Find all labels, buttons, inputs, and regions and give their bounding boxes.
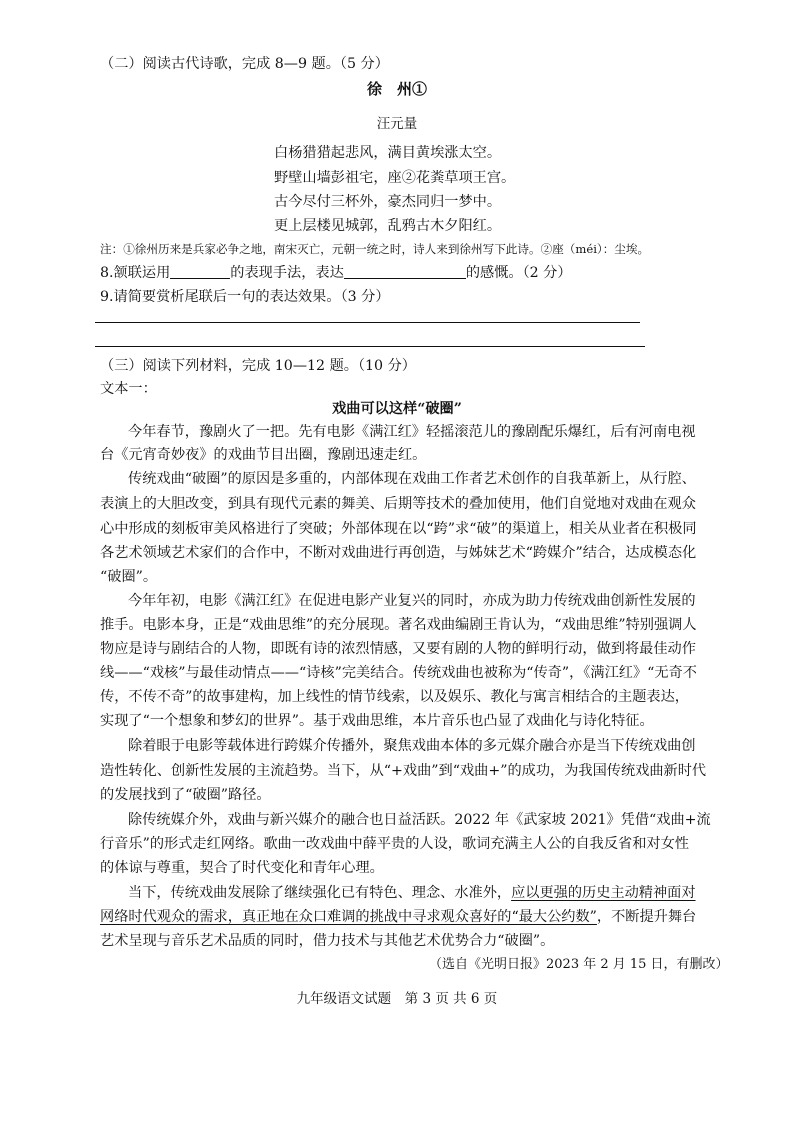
article-line: 表演上的大胆改变，到具有现代元素的舞美、后期等技术的叠加使用，他们自觉地对戏曲在观众 — [100, 496, 696, 512]
article-line: 的体谅与尊重，契合了时代变化和青年心理。 — [100, 860, 384, 876]
article-line: “破圈”。 — [100, 569, 158, 585]
article-line-underlined — [128, 884, 696, 902]
article-title: 戏曲可以这样“破圈” — [332, 401, 462, 417]
poem-author: 汪元量 — [376, 116, 418, 132]
poem-note: 注：①徐州历来是兵家必争之地，南宋灭亡，元朝一统之时，诗人来到徐州写下此诗。②座（méi）：尘埃。 — [100, 242, 650, 256]
article-line: 各艺术领域艺术家们的合作中，不断对戏曲进行再创造，与姊妹艺术“跨媒介”结合，达成模态化 — [100, 545, 697, 561]
question-8-part-a: 8.颔联运用 — [100, 265, 171, 281]
article-line: 物应是诗与剧结合的人物，即既有诗的浓烈情感，又要有剧的人物的鲜明行动，做到将最佳动作 — [100, 641, 696, 657]
article-line: 传，不传不奇”的故事建构，加上线性的情节线索，以及娱乐、教化与寓言相结合的主题表达， — [100, 689, 689, 705]
poem-line: 古今尽付三杯外，豪杰同归一梦中。 — [274, 194, 502, 210]
poem-title: 徐 州① — [366, 80, 427, 98]
article-source: （选自《光明日报》2023 年 2 月 15 日，有删改） — [429, 957, 729, 972]
underlined-phrase: 网络时代观众的需求，真正地在众口难调的挑战中寻求观众喜好的“最大公约数” — [100, 909, 597, 925]
question-9: 9.请简要赏析尾联后一句的表达效果。（3 分） — [100, 289, 390, 305]
poem-line: 更上层楼见城郭，乱鸦古木夕阳红。 — [274, 218, 502, 234]
article-line: 线——“戏核”与最佳动情点——“诗核”完美结合。传统戏曲也被称为“传奇”，《满江红》“无奇不 — [100, 665, 697, 681]
page-footer: 九年级语文试题 第 3 页 共 6 页 — [296, 991, 498, 1007]
article-line: 传统戏曲“破圈”的原因是多重的，内部体现在戏曲工作者艺术创作的自我革新上，从行腔、 — [128, 471, 696, 487]
question-8 — [100, 264, 572, 282]
question-8-part-c: 的感慨。（2 分） — [465, 265, 572, 281]
article-line: 今年春节，豫剧火了一把。先有电影《满江红》轻摇滚范儿的豫剧配乐爆红，后有河南电视 — [128, 424, 696, 440]
article-line: 的发展找到了“破圈”路径。 — [100, 787, 271, 803]
text-label: 文本一： — [100, 381, 157, 397]
line-part: 当下，传统戏曲发展除了继续强化已有特色、理念、水准外， — [128, 885, 512, 901]
article-line: 推手。电影本身，正是“戏曲思维”的充分展现。著名戏曲编剧王肯认为，“戏曲思维”特别强调人 — [100, 617, 697, 633]
line-part: ，不断提升舞台 — [596, 909, 697, 925]
article-line: 艺术呈现与音乐艺术品质的同时，借力技术与其他艺术优势合力“破圈”。 — [100, 933, 555, 949]
poem-line: 野壁山墙彭祖宅，座②花粪草项王宫。 — [274, 170, 516, 186]
answer-line-1[interactable] — [95, 322, 640, 323]
answer-line-2[interactable] — [95, 346, 645, 347]
answer-blank-2[interactable] — [344, 264, 466, 279]
section-2-header: （二）阅读古代诗歌，完成 8—9 题。（5 分） — [100, 56, 389, 72]
question-8-part-b: 的表现手法，表达 — [230, 265, 344, 281]
answer-blank-1[interactable] — [170, 264, 230, 279]
article-line: 台《元宵奇妙夜》的戏曲节目出圈，豫剧迅速走红。 — [100, 447, 427, 463]
poem-line: 白杨猎猎起悲风，满目黄埃涨太空。 — [274, 145, 502, 161]
underlined-phrase: 应以更强的历史主动精神面对 — [511, 885, 696, 901]
article-line-underlined — [100, 908, 696, 926]
article-line: 除传统媒介外，戏曲与新兴媒介的融合也日益活跃。2022 年《武家坡 2021》凭借“戏曲+流 — [128, 812, 711, 828]
article-line: 除着眼于电影等载体进行跨媒介传播外，聚焦戏曲本体的多元媒介融合亦是当下传统戏曲创 — [128, 738, 696, 754]
article-line: 实现了“一个想象和梦幻的世界”。基于戏曲思维，本片音乐也凸显了戏曲化与诗化特征。 — [100, 713, 654, 729]
article-line: 造性转化、创新性发展的主流趋势。当下，从“+戏曲”到“戏曲+”的成功，为我国传统戏曲新时代 — [100, 763, 707, 779]
article-line: 行音乐”的形式走红网络。歌曲一改戏曲中薛平贵的人设，歌词充满主人公的自我反省和对女性 — [100, 836, 689, 852]
article-line: 今年年初，电影《满江红》在促进电影产业复兴的同时，亦成为助力传统戏曲创新性发展的 — [128, 593, 696, 609]
article-line: 心中形成的刻板审美风格进行了突破；外部体现在以“跨”求“破”的渠道上，相关从业者在积极同 — [100, 521, 697, 537]
section-3-header: （三）阅读下列材料，完成 10—12 题。（10 分） — [100, 358, 416, 374]
